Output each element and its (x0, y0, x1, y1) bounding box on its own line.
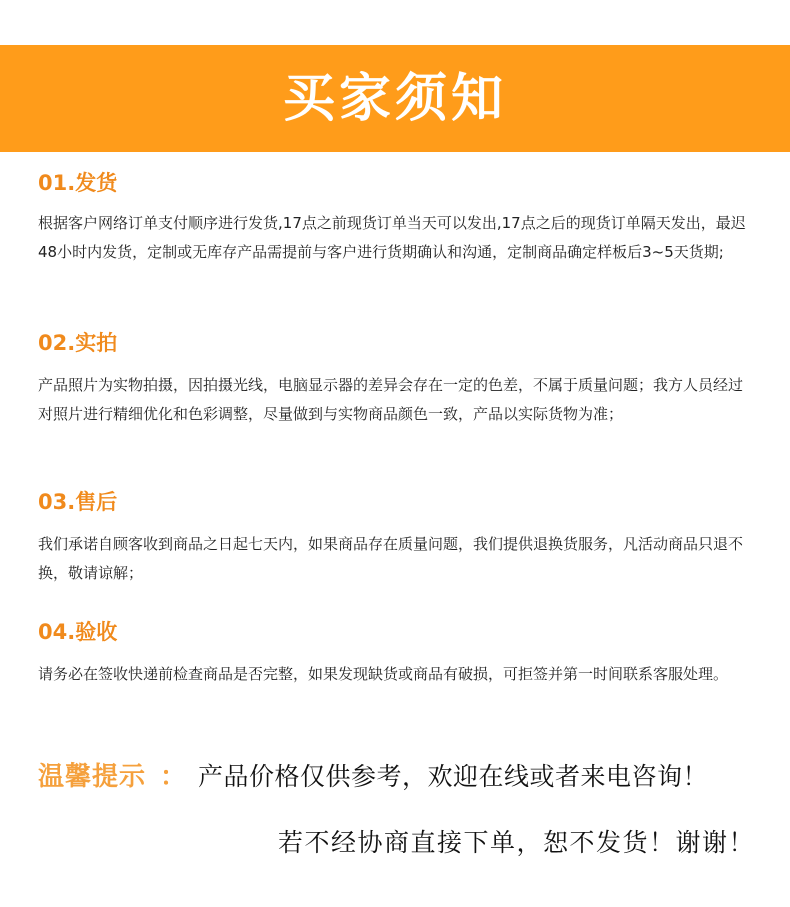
page-title: 买家须知 (282, 68, 507, 129)
reminder-label: 温馨提示 (38, 762, 147, 792)
section-heading-shipping: 01.发货 (38, 171, 118, 195)
section-heading-real-photos: 02.实拍 (38, 331, 118, 355)
section-heading-inspection: 04.验收 (38, 620, 118, 644)
closing-notice: 若不经协商直接下单，恕不发货！谢谢！ (278, 828, 756, 857)
title-banner (0, 45, 790, 152)
friendly-reminder (38, 756, 758, 793)
section-body-real-photos: 产品照片为实物拍摄，因拍摄光线，电脑显示器的差异会存在一定的色差，不属于质量问题；我方人员经过对照片进行精细优化和色彩调整，尽量做到与实物商品颜色一致，产品以实际货物为准； (38, 376, 744, 423)
section-body-inspection: 请务必在签收快递前检查商品是否完整，如果发现缺货或商品有破损，可拒签并第一时间联系客服处理。 (38, 665, 729, 683)
section-after-sales (38, 488, 750, 587)
section-heading-after-sales: 03.售后 (38, 490, 118, 514)
section-body-after-sales: 我们承诺自顾客收到商品之日起七天内，如果商品存在质量问题，我们提供退换货服务，凡活动商品只退不换，敬请谅解； (38, 535, 744, 582)
section-real-photos (38, 329, 750, 428)
reminder-text: 产品价格仅供参考，欢迎在线或者来电咨询！ (198, 761, 709, 791)
section-shipping (38, 169, 750, 266)
section-inspection (38, 618, 750, 689)
section-body-shipping: 根据客户网络订单支付顺序进行发货,17点之前现货订单当天可以发出,17点之后的现货订单隔天发出，最迟48小时内发货，定制或无库存产品需提前与客户进行货期确认和沟通，定制商品确定样板后3~5天货期; (38, 214, 746, 261)
reminder-colon: ： (160, 762, 187, 792)
